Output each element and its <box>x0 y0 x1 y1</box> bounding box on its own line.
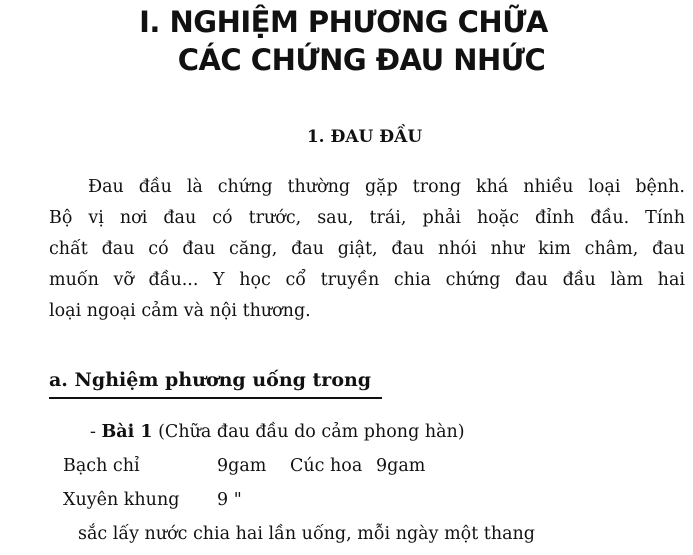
ingredient-amount: 9gam <box>376 456 426 476</box>
paragraph-line: Bộ vị nơi đau có trước, sau, trái, phải hoặc đỉnh đầu. Tính <box>49 208 685 228</box>
recipe-description: (Chữa đau đầu do cảm phong hàn) <box>152 422 465 442</box>
ingredient-amount: 9gam <box>217 456 267 476</box>
body-paragraph <box>49 172 685 327</box>
main-title-line-2: CÁC CHỨNG ĐAU NHỨC <box>177 43 546 77</box>
paragraph-line: chất đau có đau căng, đau giật, đau nhói như kim châm, đau <box>49 239 685 259</box>
recipe-name: Bài 1 <box>101 422 153 442</box>
section-heading: 1. ĐAU ĐẦU <box>306 127 423 147</box>
ingredient-name: Xuyên khung <box>63 490 180 510</box>
ingredient-name: Cúc hoa <box>290 456 363 476</box>
paragraph-line: muốn vỡ đầu... Y học cổ truyền chia chứng đau đầu làm hai <box>49 270 685 290</box>
main-title-line-1: I. NGHIỆM PHƯƠNG CHỮA <box>139 5 548 39</box>
recipe-prefix: - <box>90 422 102 442</box>
ingredient-name: Bạch chỉ <box>63 456 140 476</box>
subsection-heading: a. Nghiệm phương uống trong <box>49 369 372 391</box>
paragraph-line: Đau đầu là chứng thường gặp trong khá nhiều loại bệnh. <box>88 177 685 197</box>
recipe-title <box>90 418 465 446</box>
subsection-underline <box>49 397 382 399</box>
paragraph-line: loại ngoại cảm và nội thương. <box>49 301 311 321</box>
ingredient-amount: 9 " <box>217 490 242 510</box>
recipe-instruction: sắc lấy nước chia hai lần uống, mỗi ngày một thang <box>78 524 535 544</box>
